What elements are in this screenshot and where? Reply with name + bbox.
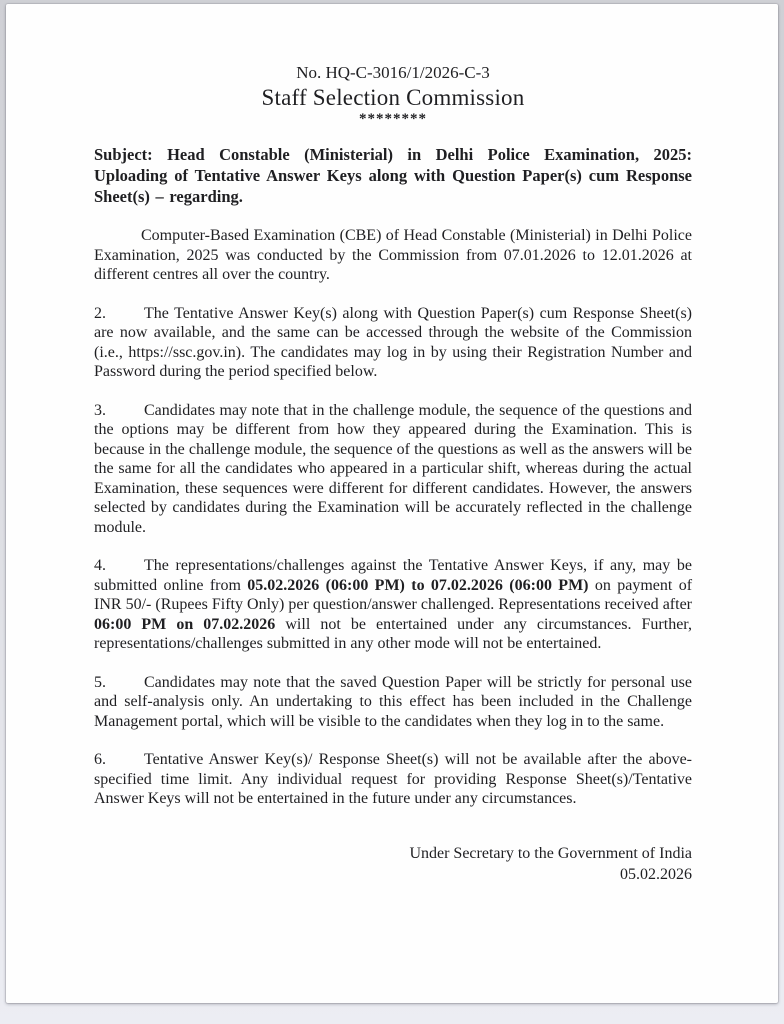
- subject-line: Subject: Head Constable (Ministerial) in Delhi Police Examination, 2025: Uploading of Tentative Answer Keys along with Question Paper(s) cum Response Sheet(s) – regarding.: [94, 145, 692, 206]
- paragraph-6-text: Tentative Answer Key(s)/ Response Sheet(s) will not be available after the above-specified time limit. Any individual request for providing Response Sheet(s)/Tentative Answer Keys will not be entertained in the future under any circumstances.: [94, 751, 692, 807]
- paragraph-4-number: 4.: [94, 557, 106, 574]
- paragraph-5-text: Candidates may note that the saved Question Paper will be strictly for personal use and self-analysis only. An undertaking to this effect has been included in the Challenge Management portal, which will be visible to the candidates when they log in to the same.: [94, 673, 692, 730]
- paragraph-3: [94, 401, 692, 538]
- paragraph-4: [94, 556, 692, 654]
- signature-date: 05.02.2026: [620, 865, 692, 883]
- paragraph-4-bold-deadline: 06:00 PM on 07.02.2026: [94, 615, 276, 633]
- paragraph-5: [94, 673, 692, 732]
- paragraph-5-number: 5.: [94, 673, 106, 691]
- paragraph-6: [94, 750, 692, 809]
- document-paper: [6, 4, 778, 1003]
- paragraph-3-number: 3.: [94, 401, 106, 419]
- paragraph-4-text-3: will not be entertained under any circumstances. Further, representations/challenges submitted in any other mode will not be entertained.: [94, 615, 692, 652]
- paragraph-2-text: The Tentative Answer Key(s) along with Question Paper(s) cum Response Sheet(s) are now available, and the same can be accessed through the website of the Commission (i.e., https://ssc.gov.in). The candidates may log in by using their Registration Number and Password during the period specified below.: [94, 304, 692, 380]
- organization-name: Staff Selection Commission: [261, 85, 525, 110]
- paragraph-4-text-2: on payment of INR 50/- (Rupees Fifty Only) per question/answer challenged. Representations received after: [94, 576, 693, 613]
- signature-block: [94, 843, 692, 885]
- paragraph-1-text: Computer-Based Examination (CBE) of Head Constable (Ministerial) in Delhi Police Examination, 2025 was conducted by the Commission from 07.01.2026 to 12.01.2026 at different centres all over the country.: [94, 227, 692, 283]
- paragraph-4-text-1: The representations/challenges against the Tentative Answer Keys, if any, may be submitted online from: [94, 557, 692, 594]
- paragraph-2-number: 2.: [94, 304, 106, 322]
- star-separator: ********: [359, 111, 427, 127]
- paragraph-3-text: Candidates may note that in the challenge module, the sequence of the questions and the options may be different from how they appeared during the Examination. This is because in the challenge module, the sequence of the questions as well as the answers will be the same for all the candidates who appeared in a particular shift, whereas during the actual Examination, these sequences were different for different candidates. However, the answers selected by candidates during the Examination will be accurately reflected in the challenge module.: [94, 401, 692, 536]
- signature-title: Under Secretary to the Government of India: [409, 844, 692, 862]
- paragraph-2: [94, 304, 692, 382]
- paragraph-4-bold-dates: 05.02.2026 (06:00 PM) to 07.02.2026 (06:00 PM): [247, 576, 589, 594]
- paragraph-1: [94, 226, 692, 285]
- paragraph-6-number: 6.: [94, 751, 106, 768]
- reference-number: No. HQ-C-3016/1/2026-C-3: [296, 63, 490, 82]
